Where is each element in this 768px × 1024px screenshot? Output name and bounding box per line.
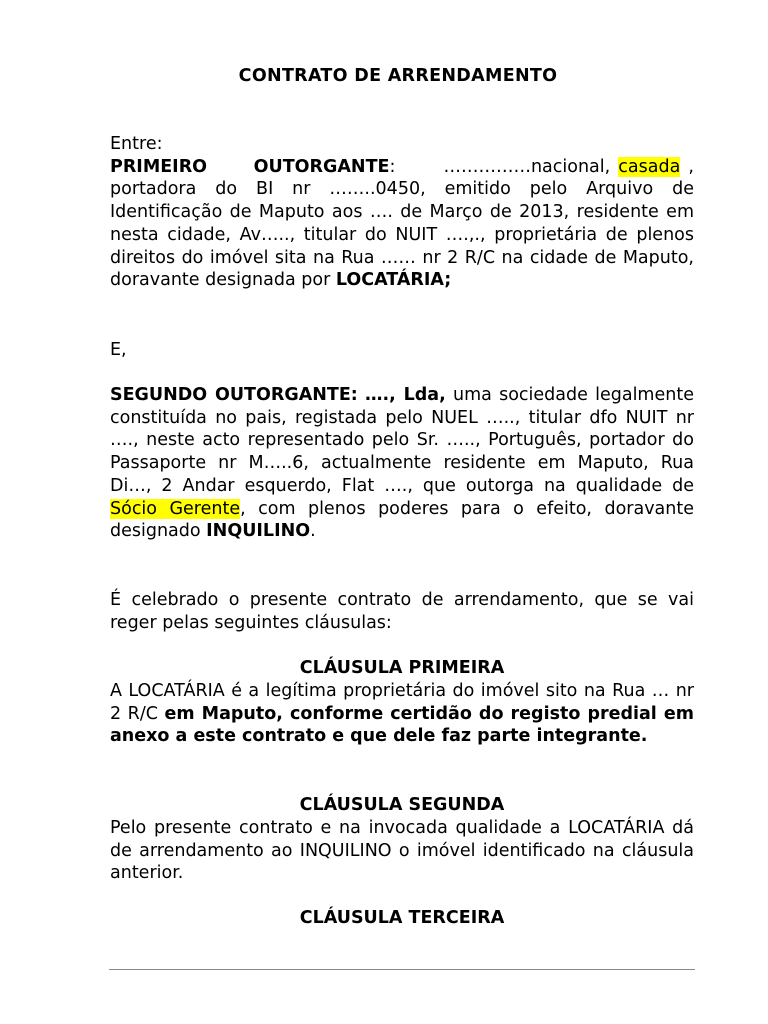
second-party-powers: , com plenos poderes para o efeito, doravante designado — [110, 498, 694, 542]
second-party-end: . — [310, 521, 316, 542]
second-party-paragraph — [110, 384, 694, 543]
page-divider — [109, 969, 695, 970]
clause-2-heading: CLÁUSULA SEGUNDA — [299, 795, 505, 815]
company-name: …., Lda, — [365, 385, 446, 405]
second-party-label: SEGUNDO OUTORGANTE: — [110, 385, 358, 405]
clause-1-text — [110, 680, 694, 748]
first-party-colon: : — [389, 156, 396, 177]
first-party-paragraph — [110, 156, 694, 292]
entre-line: Entre: — [110, 134, 163, 154]
first-party-details: , portadora do BI nr ……..0450, emitido pelo Arquivo de Identificação de Maputo aos …. de Março de 2013, residente em nesta cidade, Av….., titular do NUIT ….,., proprietária de plenos direitos do imóvel sita na Rua …… nr 2 R/C na cidade de Maputo, doravante designada por — [110, 156, 694, 291]
clause-1-heading: CLÁUSULA PRIMEIRA — [299, 658, 505, 678]
e-separator: E, — [110, 340, 127, 360]
second-party-details: uma sociedade legalmente constituída no pais, registada pelo NUEL ….., titular dfo NUIT nr …., neste acto representado pelo Sr. ….., Português, portador do Passaporte nr M…..6, actualmente residente em Maputo, Rua Di…, 2 Andar esquerdo, Flat …., que outorga na qualidade de — [110, 385, 694, 496]
locataria-designation: LOCATÁRIA; — [335, 270, 452, 291]
document-title: CONTRATO DE ARRENDAMENTO — [238, 66, 558, 86]
clause-1-text-regular: A LOCATÁRIA é a legítima proprietária do imóvel sito na Rua … nr 2 R/C — [110, 681, 694, 724]
intro-paragraph — [110, 133, 694, 292]
first-party-label: PRIMEIRO OUTORGANTE — [110, 156, 390, 177]
clause-3-heading: CLÁUSULA TERCEIRA — [299, 908, 505, 928]
role-highlight: Sócio Gerente — [110, 498, 241, 519]
first-party-nationality: ……………nacional, — [443, 156, 611, 177]
clause-2-text: Pelo presente contrato e na invocada qualidade a LOCATÁRIA dá de arrendamento ao INQUILINO o imóvel identificado na cláusula anterior. — [110, 818, 694, 884]
marital-status-highlight: casada — [618, 156, 681, 177]
inquilino-designation: INQUILINO — [206, 521, 311, 542]
clause-1-text-bold: em Maputo, conforme certidão do registo predial em anexo a este contrato e que dele faz parte integrante. — [110, 703, 694, 747]
celebration-paragraph: É celebrado o presente contrato de arrendamento, que se vai reger pelas seguintes cláusulas: — [110, 590, 694, 633]
